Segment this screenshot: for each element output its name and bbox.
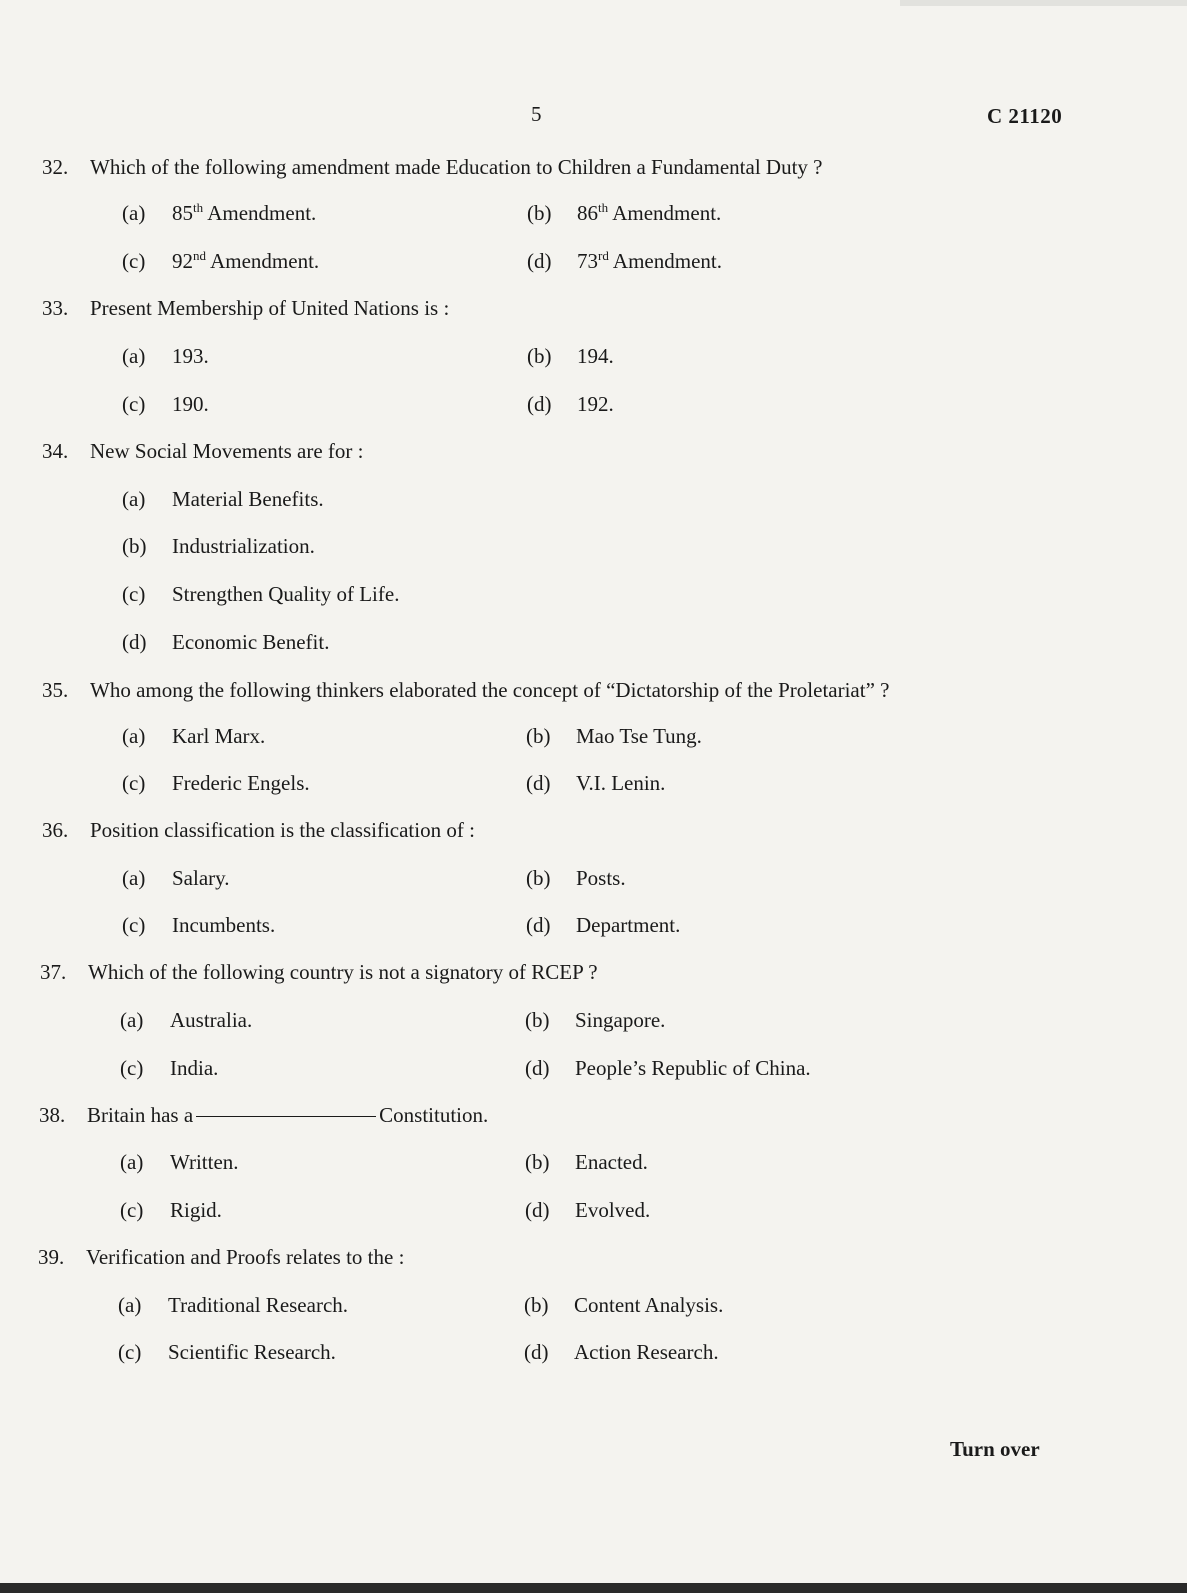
option-text: Enacted. <box>575 1150 648 1174</box>
option-letter: (b) <box>527 201 552 225</box>
option-letter: (c) <box>120 1198 144 1222</box>
option-35c <box>122 771 310 796</box>
option-ordinal-suffix: th <box>598 200 609 215</box>
option-38a <box>120 1150 239 1175</box>
question-number: 34. <box>42 439 69 463</box>
option-text: 190. <box>172 392 209 416</box>
option-34c <box>122 582 399 607</box>
option-letter: (c) <box>120 1056 144 1080</box>
question-34 <box>42 439 364 464</box>
option-letter: (d) <box>526 771 551 795</box>
option-text: Australia. <box>170 1008 253 1032</box>
option-text: Singapore. <box>575 1008 666 1032</box>
paper-code: C 21120 <box>987 104 1063 128</box>
option-text: 193. <box>172 344 209 368</box>
option-letter: (d) <box>527 392 552 416</box>
option-text: V.I. Lenin. <box>576 771 666 795</box>
option-39a <box>118 1293 348 1318</box>
option-33d <box>527 392 614 417</box>
option-letter: (b) <box>526 724 551 748</box>
option-36d <box>526 913 680 938</box>
turn-over-label: Turn over <box>950 1437 1040 1461</box>
option-36c <box>122 913 275 938</box>
option-text: 194. <box>577 344 614 368</box>
option-letter: (c) <box>122 582 146 606</box>
option-text: Amendment. <box>608 201 722 225</box>
option-letter: (a) <box>120 1150 144 1174</box>
option-text: Salary. <box>172 866 230 890</box>
option-text: Industrialization. <box>172 534 315 558</box>
option-letter: (a) <box>122 866 146 890</box>
option-32d <box>527 249 722 274</box>
option-text: Amendment. <box>608 249 722 273</box>
option-text: Posts. <box>576 866 626 890</box>
option-34a <box>122 487 324 512</box>
option-letter: (a) <box>122 201 146 225</box>
question-number: 39. <box>38 1245 65 1269</box>
question-36 <box>42 818 475 843</box>
option-text: Department. <box>576 913 681 937</box>
option-letter: (b) <box>525 1008 550 1032</box>
option-text: Amendment. <box>203 201 317 225</box>
option-text: Incumbents. <box>172 913 276 937</box>
option-text: Material Benefits. <box>172 487 324 511</box>
option-33c <box>122 392 209 417</box>
option-text: Written. <box>170 1150 239 1174</box>
option-38c <box>120 1198 222 1223</box>
question-33 <box>42 296 449 321</box>
option-text: Amendment. <box>206 249 320 273</box>
option-letter: (d) <box>525 1056 550 1080</box>
option-35d <box>526 771 665 796</box>
option-39c <box>118 1340 336 1365</box>
option-39b <box>524 1293 723 1318</box>
option-35b <box>526 724 702 749</box>
question-39 <box>38 1245 404 1270</box>
option-letter: (c) <box>122 913 146 937</box>
option-text: Rigid. <box>170 1198 222 1222</box>
option-number: 92 <box>172 249 193 273</box>
option-38b <box>525 1150 648 1175</box>
question-text-after: Constitution. <box>379 1103 489 1127</box>
fill-in-blank-line <box>196 1116 376 1117</box>
question-text: Present Membership of United Nations is : <box>90 296 450 320</box>
scan-bottom-edge <box>0 1583 1187 1593</box>
question-number: 35. <box>42 678 69 702</box>
option-39d <box>524 1340 719 1365</box>
option-38d <box>525 1198 650 1223</box>
option-text: Karl Marx. <box>172 724 266 748</box>
option-letter: (c) <box>122 249 146 273</box>
option-text: India. <box>170 1056 219 1080</box>
option-ordinal-suffix: th <box>193 200 204 215</box>
question-35 <box>42 678 889 703</box>
option-35a <box>122 724 265 749</box>
question-37 <box>40 960 598 985</box>
option-37c <box>120 1056 218 1081</box>
option-letter: (a) <box>122 724 146 748</box>
option-letter: (c) <box>122 771 146 795</box>
option-34d <box>122 630 329 655</box>
option-text: Economic Benefit. <box>172 630 330 654</box>
option-text: Evolved. <box>575 1198 651 1222</box>
option-text: Frederic Engels. <box>172 771 310 795</box>
option-letter: (b) <box>526 866 551 890</box>
option-ordinal-suffix: nd <box>193 248 206 263</box>
option-34b <box>122 534 315 559</box>
option-33b <box>527 344 614 369</box>
question-text-before: Britain has a <box>87 1103 194 1127</box>
question-text: Which of the following country is not a signatory of RCEP ? <box>88 960 598 984</box>
option-letter: (d) <box>526 913 551 937</box>
option-number: 85 <box>172 201 193 225</box>
option-letter: (a) <box>122 344 146 368</box>
option-33a <box>122 344 209 369</box>
question-number: 32. <box>42 155 69 179</box>
question-text: Verification and Proofs relates to the : <box>86 1245 405 1269</box>
option-text: Mao Tse Tung. <box>576 724 702 748</box>
option-text: Action Research. <box>574 1340 719 1364</box>
page-number: 5 <box>531 102 542 126</box>
option-37a <box>120 1008 252 1033</box>
option-letter: (c) <box>118 1340 142 1364</box>
scan-shadow <box>900 0 1187 6</box>
question-number: 33. <box>42 296 69 320</box>
question-number: 38. <box>39 1103 66 1127</box>
option-text: Traditional Research. <box>168 1293 349 1317</box>
option-letter: (b) <box>525 1150 550 1174</box>
question-number: 36. <box>42 818 69 842</box>
option-text: Strengthen Quality of Life. <box>172 582 400 606</box>
option-letter: (d) <box>122 630 147 654</box>
option-text: People’s Republic of China. <box>575 1056 811 1080</box>
option-36b <box>526 866 626 891</box>
question-32 <box>42 155 822 180</box>
question-text: Who among the following thinkers elaborated the concept of “Dictatorship of the Proletariat” ? <box>90 678 890 702</box>
option-letter: (b) <box>527 344 552 368</box>
option-letter: (d) <box>527 249 552 273</box>
question-number: 37. <box>40 960 67 984</box>
option-32a <box>122 201 316 226</box>
option-32c <box>122 249 319 274</box>
option-text: Content Analysis. <box>574 1293 724 1317</box>
option-letter: (d) <box>524 1340 549 1364</box>
option-text: 192. <box>577 392 614 416</box>
option-text: Scientific Research. <box>168 1340 336 1364</box>
option-letter: (a) <box>122 487 146 511</box>
question-text: Position classification is the classification of : <box>90 818 475 842</box>
option-ordinal-suffix: rd <box>598 248 609 263</box>
option-letter: (b) <box>524 1293 549 1317</box>
option-37b <box>525 1008 665 1033</box>
option-36a <box>122 866 230 891</box>
option-number: 73 <box>577 249 598 273</box>
option-32b <box>527 201 721 226</box>
question-text: Which of the following amendment made Education to Children a Fundamental Duty ? <box>90 155 823 179</box>
option-37d <box>525 1056 811 1081</box>
question-text: New Social Movements are for : <box>90 439 364 463</box>
option-letter: (a) <box>118 1293 142 1317</box>
option-letter: (b) <box>122 534 147 558</box>
option-letter: (c) <box>122 392 146 416</box>
question-38 <box>39 1103 488 1128</box>
option-letter: (a) <box>120 1008 144 1032</box>
option-number: 86 <box>577 201 598 225</box>
option-letter: (d) <box>525 1198 550 1222</box>
